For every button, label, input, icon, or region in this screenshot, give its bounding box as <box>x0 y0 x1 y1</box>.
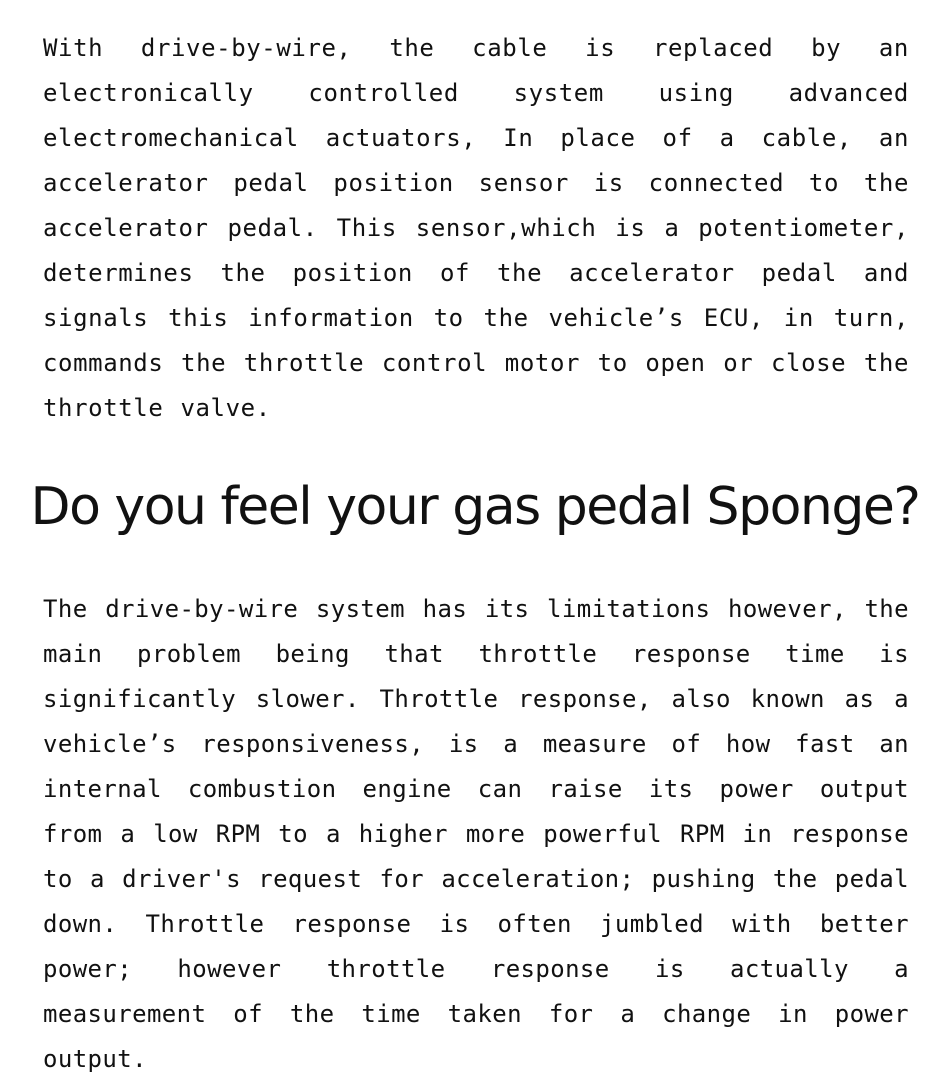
section-heading: Do you feel your gas pedal Sponge? <box>30 477 920 537</box>
throttle-response-paragraph: The drive-by-wire system has its limitations however, the main problem being that throttle response time is significantly slower. Throttle response, also known as a vehicle’s responsiveness, is a measure of how fast an internal combustion engine can raise its power output from a low RPM to a higher more powerful RPM in response to a driver's request for acceleration; pushing the pedal down. Throttle response is often jumbled with better power; however throttle response is actually a measurement of the time taken for a change in power output. <box>43 595 909 1073</box>
intro-paragraph: With drive-by-wire, the cable is replaced by an electronically controlled system using advanced electromechanical actuators, In place of a cable, an accelerator pedal position sensor is connected to the accelerator pedal. This sensor,which is a potentiometer, determines the position of the accelerator pedal and signals this information to the vehicle’s ECU, in turn, commands the throttle control motor to open or close the throttle valve. <box>43 34 909 422</box>
